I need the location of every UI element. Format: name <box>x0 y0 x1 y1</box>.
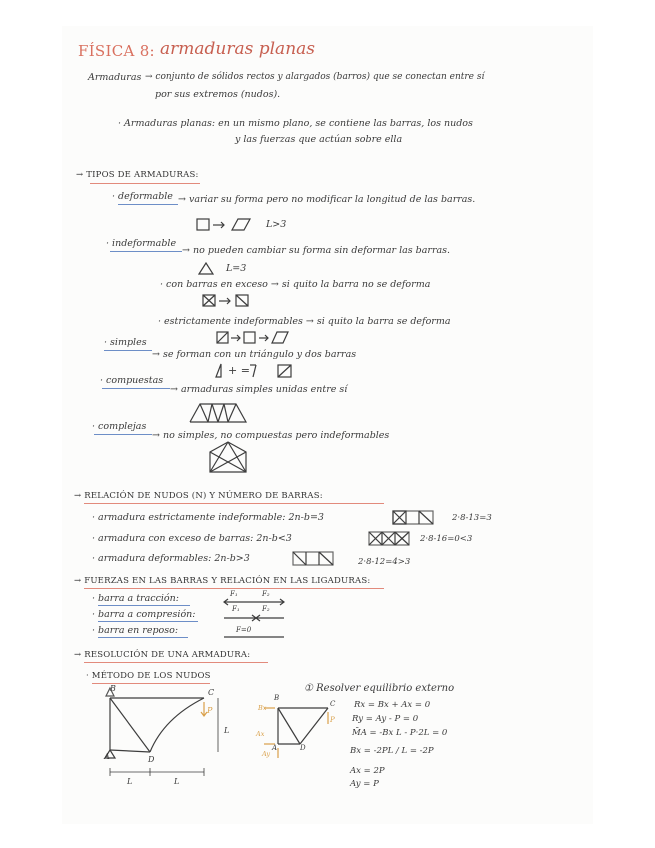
triangle-figure <box>198 262 218 276</box>
exceso-text: · con barras en exceso → si quito la barra no se deforma <box>160 279 431 290</box>
eq-3: M̄A = -Bx L - P·2L = 0 <box>352 728 448 738</box>
underline <box>102 388 170 389</box>
simples-eq: + = <box>228 364 250 377</box>
underline <box>118 204 178 205</box>
node-label: C <box>330 700 336 708</box>
underline <box>98 621 198 622</box>
force-label: F₂ <box>262 590 270 598</box>
node-label: B <box>274 694 280 702</box>
dim-label: L <box>127 777 133 786</box>
underline <box>94 434 152 435</box>
page-title-prefix: FÍSICA 8: <box>78 42 155 60</box>
relacion-fig-2 <box>368 531 414 547</box>
compuestas-text: → armaduras simples unidas entre sí <box>170 384 348 395</box>
planas-line1: · Armaduras planas: en un mismo plano, se contiene las barras, los nudos <box>118 118 473 129</box>
node-label: D <box>148 755 155 764</box>
force-label: F=0 <box>236 626 252 634</box>
deformable-label: · deformable <box>112 191 173 202</box>
underline <box>84 662 268 663</box>
relacion-fig-3 <box>292 551 338 567</box>
indeformable-text: → no pueden cambiar su forma sin deformar las barras. <box>182 245 451 256</box>
indeformable-eq: L=3 <box>226 263 247 274</box>
relacion-row-1: · armadura estrictamente indeformable: 2n-b=3 <box>92 512 324 523</box>
fuerza-item-3: · barra en reposo: <box>92 625 179 636</box>
resolucion-header: → RESOLUCIÓN DE UNA ARMADURA: <box>74 650 251 660</box>
reaction-label: Ax <box>256 730 265 738</box>
underline <box>104 350 152 351</box>
eq-1: Rx = Bx + Ax = 0 <box>354 700 431 710</box>
compleja-truss-figure <box>208 440 252 474</box>
truss-figure-1 <box>100 688 230 788</box>
reaction-label: Bx <box>258 704 267 712</box>
reaction-label: Ay <box>262 750 271 758</box>
eq-2: Ry = Ay - P = 0 <box>352 714 419 724</box>
simples-text: → se forman con un triángulo y dos barras <box>152 349 357 360</box>
underline <box>98 605 190 606</box>
node-label: D <box>300 744 306 752</box>
simples-label: · simples <box>104 337 147 348</box>
node-label: C <box>208 688 215 697</box>
underline <box>110 251 182 252</box>
dim-label: L <box>224 726 230 735</box>
relacion-row-2: · armadura con exceso de barras: 2n-b<3 <box>92 533 292 544</box>
page-title: armaduras planas <box>160 39 316 59</box>
relacion-fig-1 <box>392 510 438 526</box>
underline <box>90 183 200 184</box>
deformable-ineq: L>3 <box>266 219 287 230</box>
fuerzas-header: → FUERZAS EN LAS BARRAS Y RELACIÓN EN LAS LIGADURAS: <box>74 576 371 586</box>
indeformable-label: · indeformable <box>106 238 177 249</box>
exceso-figure <box>202 294 262 308</box>
deformable-figure <box>196 218 266 232</box>
eq-6: Ay = P <box>350 779 379 789</box>
compresion-bar <box>222 614 286 622</box>
def-line2: por sus extremos (nudos). <box>155 89 281 100</box>
planas-line2: y las fuerzas que actúan sobre ella <box>235 134 403 145</box>
force-label: F₂ <box>262 605 270 613</box>
underline <box>84 503 384 504</box>
relacion-calc-1: 2·8-13=3 <box>452 513 492 523</box>
compuestas-label: · compuestas <box>100 375 164 386</box>
complejas-text: → no simples, no compuestas pero indeformables <box>152 430 390 441</box>
dim-label: L <box>174 777 180 786</box>
def-line1: → conjunto de sólidos rectos y alargados (barros) que se conectan entre sí <box>145 72 485 82</box>
relacion-calc-3: 2·8-12=4>3 <box>358 557 411 567</box>
deformable-text: → variar su forma pero no modificar la longitud de las barras. <box>178 194 476 205</box>
eq-5: Ax = 2P <box>350 766 385 776</box>
reposo-bar <box>222 634 286 640</box>
underline <box>98 637 188 638</box>
force-label: F₁ <box>232 605 240 613</box>
def-term: Armaduras <box>88 72 142 83</box>
relacion-row-3: · armadura deformables: 2n-b>3 <box>92 553 250 564</box>
fuerza-item-1: · barra a tracción: <box>92 593 179 604</box>
relacion-header: → RELACIÓN DE NUDOS (N) Y NÚMERO DE BARRAS: <box>74 491 323 501</box>
metodo-label: · MÉTODO DE LOS NUDOS <box>86 671 211 681</box>
node-label: A <box>104 752 110 761</box>
load-label: P <box>330 716 335 724</box>
complejas-label: · complejas <box>92 421 147 432</box>
estricta-text: · estrictamente indeformables → si quito la barra se deforma <box>158 316 451 327</box>
tipos-header: → TIPOS DE ARMADURAS: <box>76 170 199 180</box>
node-label: A <box>272 744 278 752</box>
relacion-calc-2: 2·8-16=0<3 <box>420 534 473 544</box>
estricta-figure <box>216 331 296 345</box>
compuesta-truss-figure <box>188 400 252 424</box>
load-label: P <box>207 706 213 715</box>
fuerza-item-2: · barra a compresión: <box>92 609 196 620</box>
force-label: F₁ <box>230 590 238 598</box>
node-label: B <box>110 684 116 693</box>
step-1: ① Resolver equilibrio externo <box>304 683 455 694</box>
eq-4: Bx = -2PL / L = -2P <box>350 746 434 756</box>
